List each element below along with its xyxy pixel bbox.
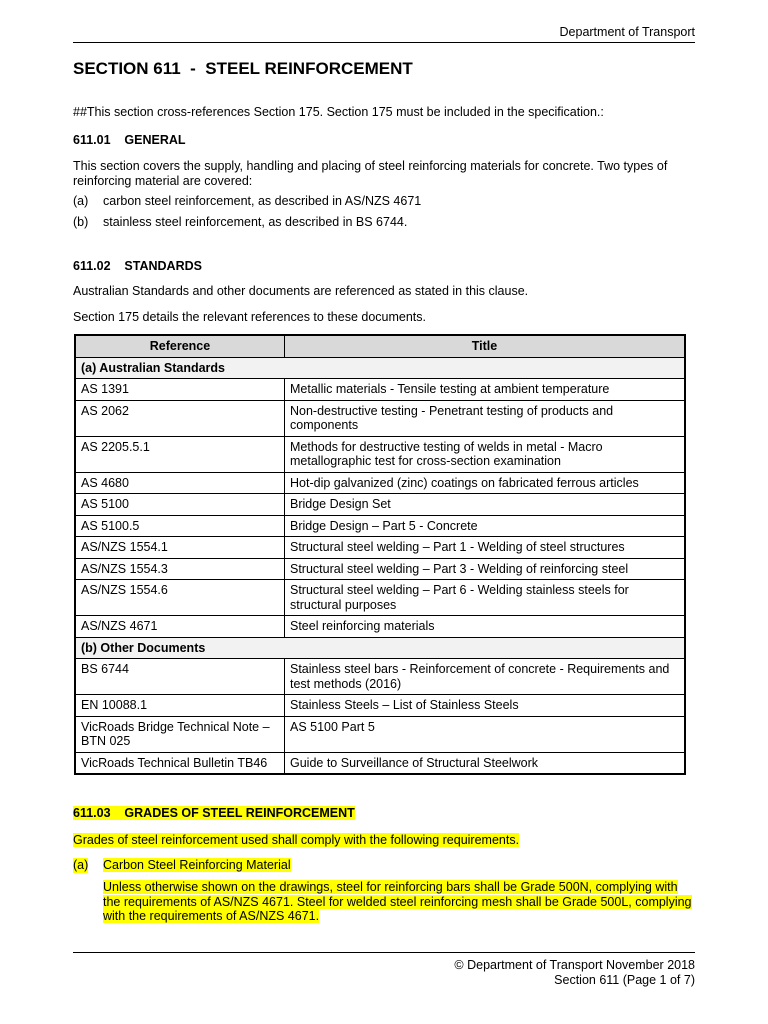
item-text: [103, 858, 695, 873]
reference-cell: AS 1391: [75, 379, 285, 401]
item-label: (b): [73, 215, 89, 229]
table-group-row: [75, 637, 685, 659]
document-page: [73, 0, 695, 1024]
table-row: [75, 716, 685, 752]
table-row: [75, 436, 685, 472]
page-header: Department of Transport: [73, 25, 695, 43]
reference-cell: AS 5100.5: [75, 515, 285, 537]
reference-cell: AS 4680: [75, 472, 285, 494]
footer-copyright: © Department of Transport November 2018: [454, 958, 695, 972]
highlighted-text: Grades of steel reinforcement used shall comply with the following requirements.: [73, 833, 520, 847]
table-row: [75, 400, 685, 436]
title-cell: Structural steel welding – Part 3 - Welding of reinforcing steel: [285, 558, 686, 580]
footer-page-number: Section 611 (Page 1 of 7): [554, 972, 695, 987]
table-row: [75, 494, 685, 516]
cross-reference-note: ##This section cross-references Section 175. Section 175 must be included in the specification.:: [73, 105, 604, 119]
title-cell: Bridge Design Set: [285, 494, 686, 516]
group-label: (b) Other Documents: [75, 637, 685, 659]
title-cell: Structural steel welding – Part 6 - Welding stainless steels for structural purposes: [285, 580, 686, 616]
title-cell: Stainless steel bars - Reinforcement of concrete - Requirements and test methods (2016): [285, 659, 686, 695]
table-row: [75, 472, 685, 494]
clause-heading-standards: 611.02 STANDARDS: [73, 259, 202, 273]
clause-heading-general: 611.01 GENERAL: [73, 133, 186, 147]
reference-cell: AS 2062: [75, 400, 285, 436]
table-row: [75, 659, 685, 695]
standards-paragraph-1: Australian Standards and other documents are referenced as stated in this clause.: [73, 284, 529, 298]
table-row: [75, 515, 685, 537]
highlighted-text: Carbon Steel Reinforcing Material: [103, 858, 291, 872]
title-cell: Stainless Steels – List of Stainless Steels: [285, 695, 686, 717]
highlighted-heading: 611.03 GRADES OF STEEL REINFORCEMENT: [73, 806, 355, 820]
references-table: [74, 334, 686, 775]
table-row: [75, 379, 685, 401]
title-cell: AS 5100 Part 5: [285, 716, 686, 752]
table-row: [75, 580, 685, 616]
item-label: (a): [73, 858, 89, 872]
item-label: (a): [73, 194, 89, 208]
table-row: [75, 537, 685, 559]
item-text: carbon steel reinforcement, as described in AS/NZS 4671: [103, 194, 422, 208]
title-cell: Metallic materials - Tensile testing at ambient temperature: [285, 379, 686, 401]
reference-cell: AS/NZS 1554.1: [75, 537, 285, 559]
clause-heading-grades: [73, 806, 355, 820]
general-paragraph: This section covers the supply, handling and placing of steel reinforcing materials for concrete. Two types of reinforcing material are covered:: [73, 159, 668, 188]
reference-cell: EN 10088.1: [75, 695, 285, 717]
title-cell: Non-destructive testing - Penetrant testing of products and components: [285, 400, 686, 436]
reference-cell: VicRoads Bridge Technical Note – BTN 025: [75, 716, 285, 752]
column-header-reference: Reference: [75, 335, 285, 357]
table-group-row: [75, 357, 685, 379]
title-cell: Methods for destructive testing of welds in metal - Macro metallographic test for cross-section examination: [285, 436, 686, 472]
table-header-row: [75, 335, 685, 357]
group-label: (a) Australian Standards: [75, 357, 685, 379]
table-row: [75, 616, 685, 638]
reference-cell: BS 6744: [75, 659, 285, 695]
reference-cell: AS 2205.5.1: [75, 436, 285, 472]
grades-sub-paragraph: [103, 880, 695, 924]
table-row: [75, 558, 685, 580]
item-text: stainless steel reinforcement, as described in BS 6744.: [103, 215, 408, 229]
title-cell: Structural steel welding – Part 1 - Welding of steel structures: [285, 537, 686, 559]
reference-cell: AS 5100: [75, 494, 285, 516]
title-cell: Bridge Design – Part 5 - Concrete: [285, 515, 686, 537]
reference-cell: VicRoads Technical Bulletin TB46: [75, 752, 285, 774]
highlighted-text: Unless otherwise shown on the drawings, steel for reinforcing bars shall be Grade 500N, complying with the requirements of AS/NZS 4671. Steel for welded steel reinforcing mesh shall be Grade 500L, complying with the requirements of AS/NZS 4671.: [103, 880, 692, 923]
title-cell: Guide to Surveillance of Structural Steelwork: [285, 752, 686, 774]
title-cell: Hot-dip galvanized (zinc) coatings on fabricated ferrous articles: [285, 472, 686, 494]
reference-cell: AS/NZS 1554.3: [75, 558, 285, 580]
page-footer: [73, 952, 695, 987]
column-header-title: Title: [285, 335, 686, 357]
standards-paragraph-2: Section 175 details the relevant references to these documents.: [73, 310, 426, 324]
table-row: [75, 752, 685, 774]
section-title: SECTION 611 - STEEL REINFORCEMENT: [73, 59, 413, 78]
reference-cell: AS/NZS 1554.6: [75, 580, 285, 616]
reference-cell: AS/NZS 4671: [75, 616, 285, 638]
table-row: [75, 695, 685, 717]
title-cell: Steel reinforcing materials: [285, 616, 686, 638]
grades-paragraph: [73, 833, 695, 848]
